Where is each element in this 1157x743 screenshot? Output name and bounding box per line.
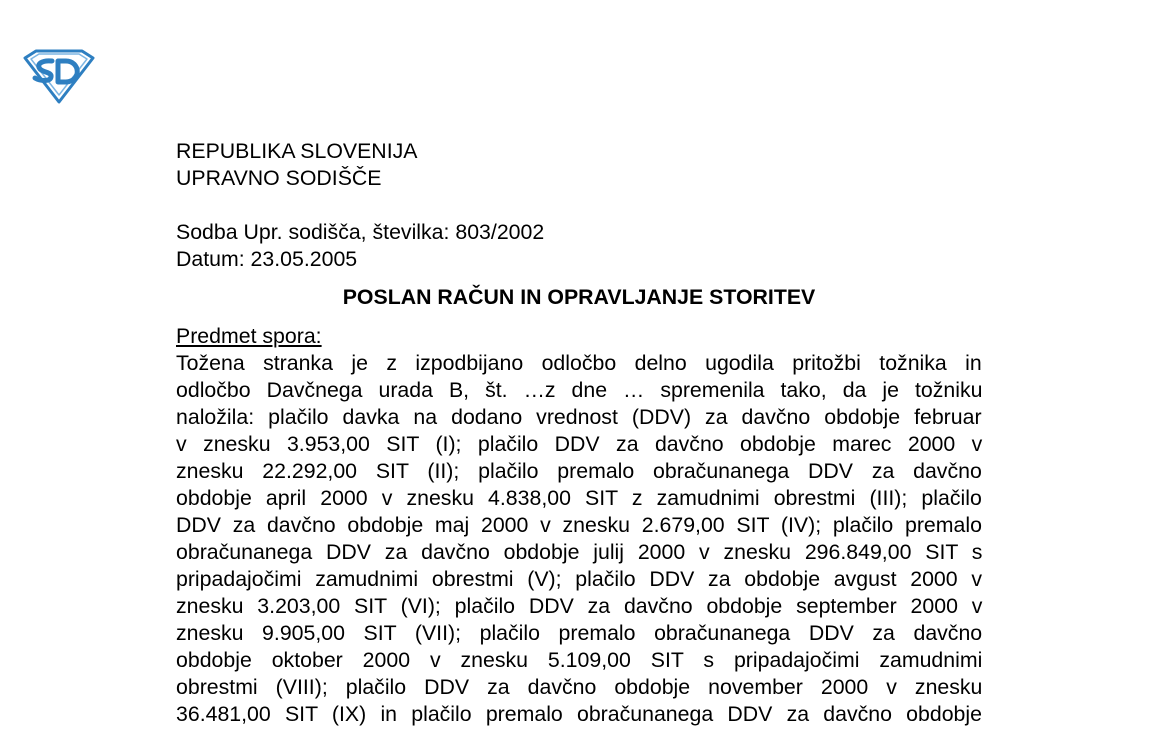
body-line: obračunanega DDV za davčno obdobje julij 2000 v znesku 296.849,00 SIT s	[176, 540, 983, 564]
body-line: obrestmi (VIII); plačilo DDV za davčno obdobje november 2000 v znesku	[176, 675, 983, 699]
body-line: znesku 9.905,00 SIT (VII); plačilo premalo obračunanega DDV za davčno	[176, 621, 983, 645]
body-line: pripadajočimi zamudnimi obrestmi (V); plačilo DDV za obdobje avgust 2000 v	[176, 567, 982, 591]
body-line: 36.481,00 SIT (IX) in plačilo premalo obračunanega DDV za davčno obdobje	[176, 702, 982, 726]
body-line: Tožena stranka je z izpodbijano odločbo delno ugodila pritožbi tožnika in	[176, 351, 982, 375]
body-line: obdobje oktober 2000 v znesku 5.109,00 SIT s pripadajočimi zamudnimi	[176, 648, 983, 672]
header-court: UPRAVNO SODIŠČE	[176, 166, 382, 190]
body-line: obdobje april 2000 v znesku 4.838,00 SIT z zamudnimi obrestmi (III); plačilo	[176, 486, 982, 510]
judgment-document	[176, 138, 982, 728]
section-body	[176, 350, 982, 728]
case-number: Sodba Upr. sodišča, številka: 803/2002	[176, 220, 545, 244]
body-line: v znesku 3.953,00 SIT (I); plačilo DDV za davčno obdobje marec 2000 v	[176, 432, 983, 456]
court-emblem-logo	[22, 48, 96, 104]
header-republic: REPUBLIKA SLOVENIJA	[176, 139, 418, 163]
body-line: naložila: plačilo davka na dodano vrednost (DDV) za davčno obdobje februar	[176, 405, 982, 429]
section-heading: Predmet spora:	[176, 324, 322, 348]
body-line: znesku 22.292,00 SIT (II); plačilo premalo obračunanega DDV za davčno	[176, 459, 982, 483]
body-line: DDV za davčno obdobje maj 2000 v znesku 2.679,00 SIT (IV); plačilo premalo	[176, 513, 982, 537]
document-title: POSLAN RAČUN IN OPRAVLJANJE STORITEV	[342, 285, 816, 309]
judgment-date: Datum: 23.05.2005	[176, 247, 358, 271]
body-line: odločbo Davčnega urada B, št. …z dne … spremenila tako, da je tožniku	[176, 378, 983, 402]
body-line: znesku 3.203,00 SIT (VI); plačilo DDV za davčno obdobje september 2000 v	[176, 594, 983, 618]
